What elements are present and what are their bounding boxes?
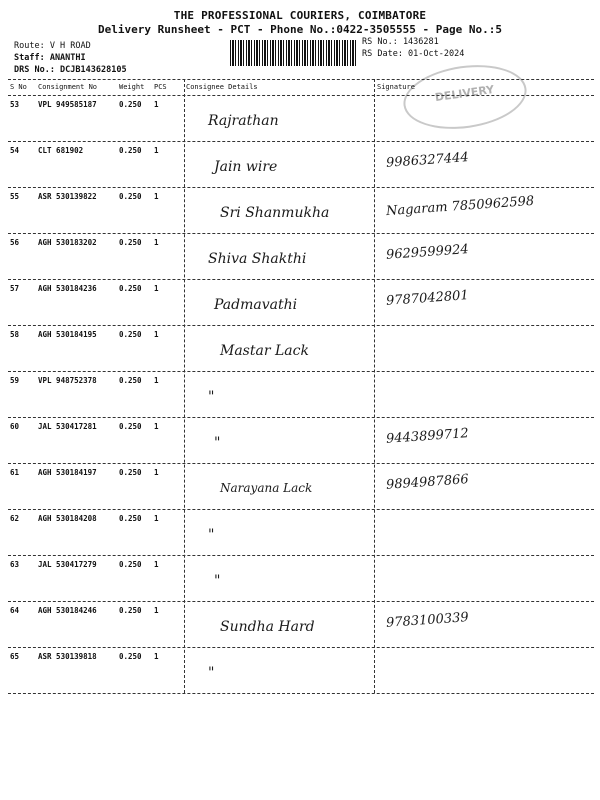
- consignment-number: ASR 530139818: [38, 652, 97, 661]
- consignee-handwritten: Shiva Shakthi: [208, 251, 307, 267]
- pieces-count: 1: [154, 330, 159, 339]
- table-row: [8, 417, 594, 464]
- consignee-handwritten: ": [214, 435, 221, 451]
- weight-value: 0.250: [119, 514, 142, 523]
- table-row: [8, 279, 594, 326]
- col-consignment: Consignment No: [38, 83, 98, 91]
- consignment-number: AGH 530184246: [38, 606, 97, 615]
- pieces-count: 1: [154, 560, 159, 569]
- table-row: [8, 325, 594, 372]
- col-consignee: Consignee Details: [186, 83, 258, 91]
- table-row: [8, 233, 594, 280]
- weight-value: 0.250: [119, 192, 142, 201]
- signature-handwritten: 9894987866: [385, 472, 470, 493]
- serial-number: 61: [10, 468, 20, 477]
- pieces-count: 1: [154, 514, 159, 523]
- consignment-number: CLT 681902: [38, 146, 84, 155]
- weight-value: 0.250: [119, 376, 142, 385]
- consignment-number: JAL 530417281: [38, 422, 97, 431]
- table-row: [8, 187, 594, 234]
- weight-value: 0.250: [119, 606, 142, 615]
- serial-number: 54: [10, 146, 20, 155]
- pieces-count: 1: [154, 146, 159, 155]
- consignment-number: AGH 530184195: [38, 330, 97, 339]
- serial-number: 60: [10, 422, 20, 431]
- pieces-count: 1: [154, 376, 159, 385]
- weight-value: 0.250: [119, 238, 142, 247]
- consignee-handwritten: Jain wire: [214, 159, 278, 175]
- pieces-count: 1: [154, 238, 159, 247]
- consignment-number: AGH 530184208: [38, 514, 97, 523]
- rs-date: RS Date: 01-Oct-2024: [362, 49, 465, 59]
- consignment-number: AGH 530184197: [38, 468, 97, 477]
- table-row: [8, 371, 594, 418]
- serial-number: 59: [10, 376, 20, 385]
- company-title: THE PROFESSIONAL COURIERS, COIMBATORE: [173, 9, 427, 22]
- consignee-handwritten: ": [208, 527, 215, 543]
- consignment-number: AGH 530183202: [38, 238, 97, 247]
- serial-number: 64: [10, 606, 20, 615]
- serial-number: 65: [10, 652, 20, 661]
- consignment-number: ASR 530139822: [38, 192, 97, 201]
- consignee-handwritten: Rajrathan: [208, 113, 279, 129]
- weight-value: 0.250: [119, 284, 142, 293]
- signature-handwritten: 9783100339: [385, 610, 470, 631]
- pieces-count: 1: [154, 192, 159, 201]
- consignee-handwritten: ": [208, 389, 215, 405]
- serial-number: 53: [10, 100, 20, 109]
- table-row: [8, 95, 594, 142]
- consignee-handwritten: ": [214, 573, 221, 589]
- table-row: [8, 555, 594, 602]
- serial-number: 55: [10, 192, 20, 201]
- table-row: [8, 141, 594, 188]
- consignee-handwritten: ": [208, 665, 215, 681]
- consignee-handwritten: Narayana Lack: [220, 481, 313, 495]
- rs-number: RS No.: 1436281: [362, 37, 439, 47]
- consignment-number: JAL 530417279: [38, 560, 97, 569]
- table-row: [8, 601, 594, 648]
- pieces-count: 1: [154, 652, 159, 661]
- staff-label: Staff: ANANTHI: [14, 53, 86, 63]
- col-weight: Weight: [119, 83, 145, 91]
- col-sno: S No: [10, 83, 27, 91]
- table-row: [8, 647, 594, 694]
- table-row: [8, 509, 594, 556]
- consignment-number: VPL 949585187: [38, 100, 97, 109]
- consignee-handwritten: Padmavathi: [214, 297, 298, 313]
- weight-value: 0.250: [119, 468, 142, 477]
- signature-handwritten: 9787042801: [385, 288, 470, 309]
- weight-value: 0.250: [119, 146, 142, 155]
- consignee-handwritten: Sri Shanmukha: [220, 205, 330, 221]
- weight-value: 0.250: [119, 100, 142, 109]
- signature-handwritten: 9986327444: [385, 150, 470, 171]
- serial-number: 56: [10, 238, 20, 247]
- drs-number: DRS No.: DCJB143628105: [14, 65, 127, 75]
- consignee-handwritten: Mastar Lack: [220, 343, 309, 359]
- barcode: [230, 40, 356, 66]
- pieces-count: 1: [154, 422, 159, 431]
- signature-handwritten: Nagaram 7850962598: [385, 193, 535, 220]
- signature-handwritten: 9629599924: [385, 242, 470, 263]
- serial-number: 58: [10, 330, 20, 339]
- weight-value: 0.250: [119, 422, 142, 431]
- pieces-count: 1: [154, 468, 159, 477]
- pieces-count: 1: [154, 284, 159, 293]
- serial-number: 57: [10, 284, 20, 293]
- consignment-number: AGH 530184236: [38, 284, 97, 293]
- weight-value: 0.250: [119, 330, 142, 339]
- weight-value: 0.250: [119, 652, 142, 661]
- route-label: Route: V H ROAD: [14, 41, 91, 51]
- weight-value: 0.250: [119, 560, 142, 569]
- pieces-count: 1: [154, 606, 159, 615]
- consignee-handwritten: Sundha Hard: [220, 619, 315, 635]
- consignment-number: VPL 948752378: [38, 376, 97, 385]
- signature-handwritten: 9443899712: [385, 426, 470, 447]
- delivery-stamp: DELIVERY: [399, 58, 530, 137]
- table-row: [8, 463, 594, 510]
- table-header: [8, 79, 594, 96]
- col-pcs: PCS: [154, 83, 167, 91]
- serial-number: 62: [10, 514, 20, 523]
- runsheet-table: [8, 79, 594, 693]
- serial-number: 63: [10, 560, 20, 569]
- pieces-count: 1: [154, 100, 159, 109]
- col-signature: Signature: [377, 83, 415, 91]
- runsheet-subtitle: Delivery Runsheet - PCT - Phone No.:0422-3505555 - Page No.:5: [98, 23, 502, 36]
